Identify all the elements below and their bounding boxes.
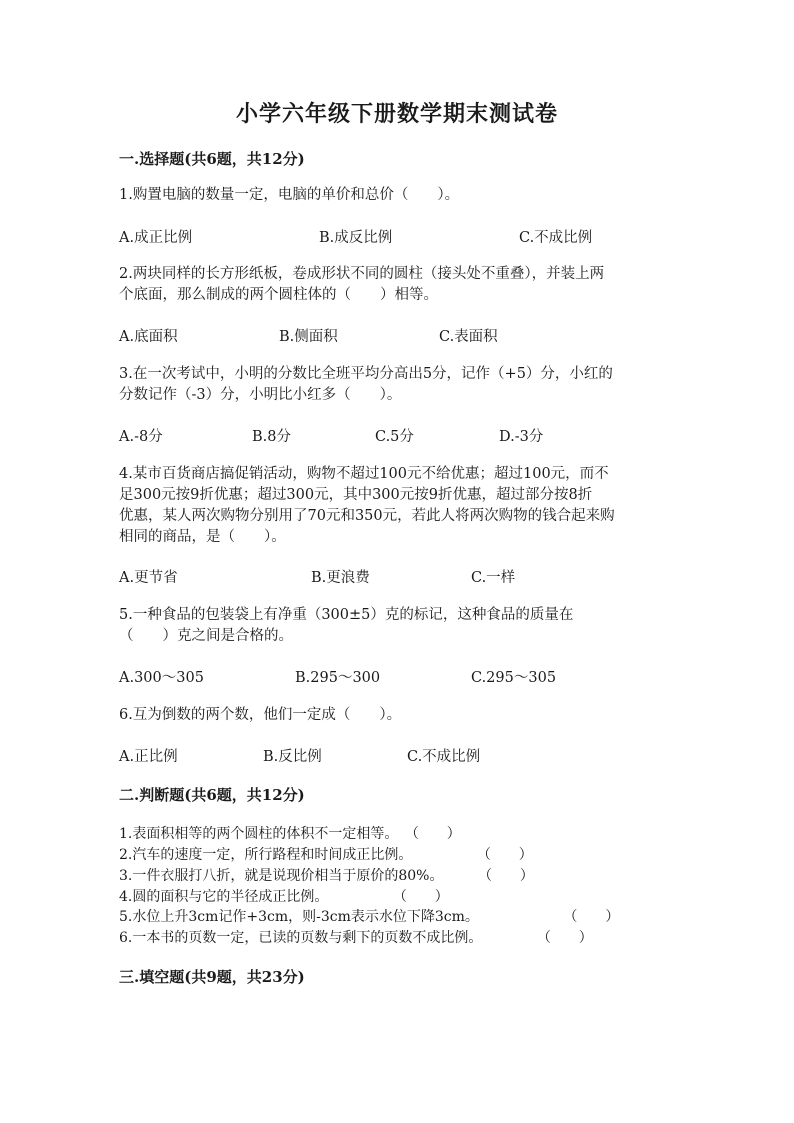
option-d[interactable]: D.-3分	[499, 429, 544, 445]
option-b[interactable]: B.更浪费	[311, 570, 370, 586]
judge-text: 3.一件衣服打八折，就是说现价相当于原价的80%。	[119, 868, 444, 884]
option-c[interactable]: C.不成比例	[407, 749, 481, 765]
option-b[interactable]: B.295～300	[295, 670, 381, 686]
question-line: （ ）克之间是合格的。	[119, 628, 293, 644]
option-b[interactable]: B.侧面积	[279, 329, 338, 345]
answer-blank[interactable]: （ ）	[476, 847, 533, 863]
option-a[interactable]: A.底面积	[119, 329, 178, 345]
option-a[interactable]: A.300～305	[119, 670, 204, 686]
question-6	[119, 705, 679, 726]
option-b[interactable]: B.反比例	[263, 749, 322, 765]
question-line: 分数记作（-3）分，小明比小红多（ ）。	[119, 387, 402, 403]
question-line: 个底面，那么制成的两个圆柱体的（ ）相等。	[119, 287, 438, 303]
judge-text: 6.一本书的页数一定，已读的页数与剩下的页数不成比例。	[119, 930, 483, 946]
options-3	[119, 425, 679, 447]
options-1	[119, 226, 679, 248]
question-line: 相同的商品，是（ ）。	[119, 529, 286, 545]
page-title: 小学六年级下册数学期末测试卷	[235, 101, 558, 127]
answer-blank[interactable]: （ ）	[392, 889, 449, 905]
options-2	[119, 325, 679, 347]
option-a[interactable]: A.更节省	[119, 570, 178, 586]
answer-blank[interactable]: （ ）	[563, 909, 620, 925]
question-line: 6.互为倒数的两个数，他们一定成（ ）。	[119, 707, 402, 723]
answer-blank[interactable]: （ ）	[404, 826, 461, 842]
judge-item-2	[119, 844, 533, 864]
question-line: 1.购置电脑的数量一定，电脑的单价和总价（ ）。	[119, 187, 460, 203]
judge-item-5	[119, 906, 619, 926]
question-4	[119, 464, 679, 548]
options-4	[119, 566, 679, 588]
section-heading-judge: 二.判断题(共6题，共12分)	[119, 786, 305, 804]
question-2	[119, 264, 679, 306]
question-5	[119, 605, 679, 647]
question-line: 足300元按9折优惠；超过300元，其中300元按9折优惠，超过部分按8折	[119, 487, 593, 503]
question-line: 5.一种食品的包装袋上有净重（300±5）克的标记，这种食品的质量在	[119, 607, 574, 623]
answer-blank[interactable]: （ ）	[477, 868, 534, 884]
judge-text: 1.表面积相等的两个圆柱的体积不一定相等。	[119, 826, 399, 842]
judge-text: 5.水位上升3cm记作+3cm，则-3cm表示水位下降3cm。	[119, 909, 479, 925]
option-a[interactable]: A.成正比例	[119, 230, 193, 246]
option-a[interactable]: A.-8分	[119, 429, 163, 445]
option-a[interactable]: A.正比例	[119, 749, 178, 765]
judge-item-4	[119, 886, 449, 906]
question-line: 4.某市百货商店搞促销活动，购物不超过100元不给优惠；超过100元，而不	[119, 466, 609, 482]
question-line: 优惠，某人两次购物分别用了70元和350元，若此人将两次购物的钱合起来购	[119, 508, 615, 524]
option-c[interactable]: C.5分	[375, 429, 414, 445]
judge-item-3	[119, 865, 534, 885]
judge-text: 4.圆的面积与它的半径成正比例。	[119, 889, 329, 905]
question-line: 2.两块同样的长方形纸板，卷成形状不同的圆柱（接头处不重叠），并装上两	[119, 266, 605, 282]
options-6	[119, 745, 679, 767]
options-5	[119, 666, 679, 688]
question-line: 3.在一次考试中，小明的分数比全班平均分高出5分，记作（+5）分，小红的	[119, 366, 613, 382]
option-c[interactable]: C.一样	[471, 570, 516, 586]
judge-text: 2.汽车的速度一定，所行路程和时间成正比例。	[119, 847, 413, 863]
option-c[interactable]: C.表面积	[439, 329, 498, 345]
option-c[interactable]: C.不成比例	[519, 230, 593, 246]
judge-item-1	[119, 823, 461, 843]
judge-item-6	[119, 927, 593, 947]
option-b[interactable]: B.成反比例	[319, 230, 393, 246]
answer-blank[interactable]: （ ）	[536, 930, 593, 946]
question-3	[119, 364, 679, 406]
question-1	[119, 185, 679, 206]
section-heading-choice: 一.选择题(共6题，共12分)	[119, 150, 305, 168]
option-b[interactable]: B.8分	[252, 429, 291, 445]
section-heading-fill: 三.填空题(共9题，共23分)	[119, 968, 305, 986]
option-c[interactable]: C.295～305	[471, 670, 557, 686]
